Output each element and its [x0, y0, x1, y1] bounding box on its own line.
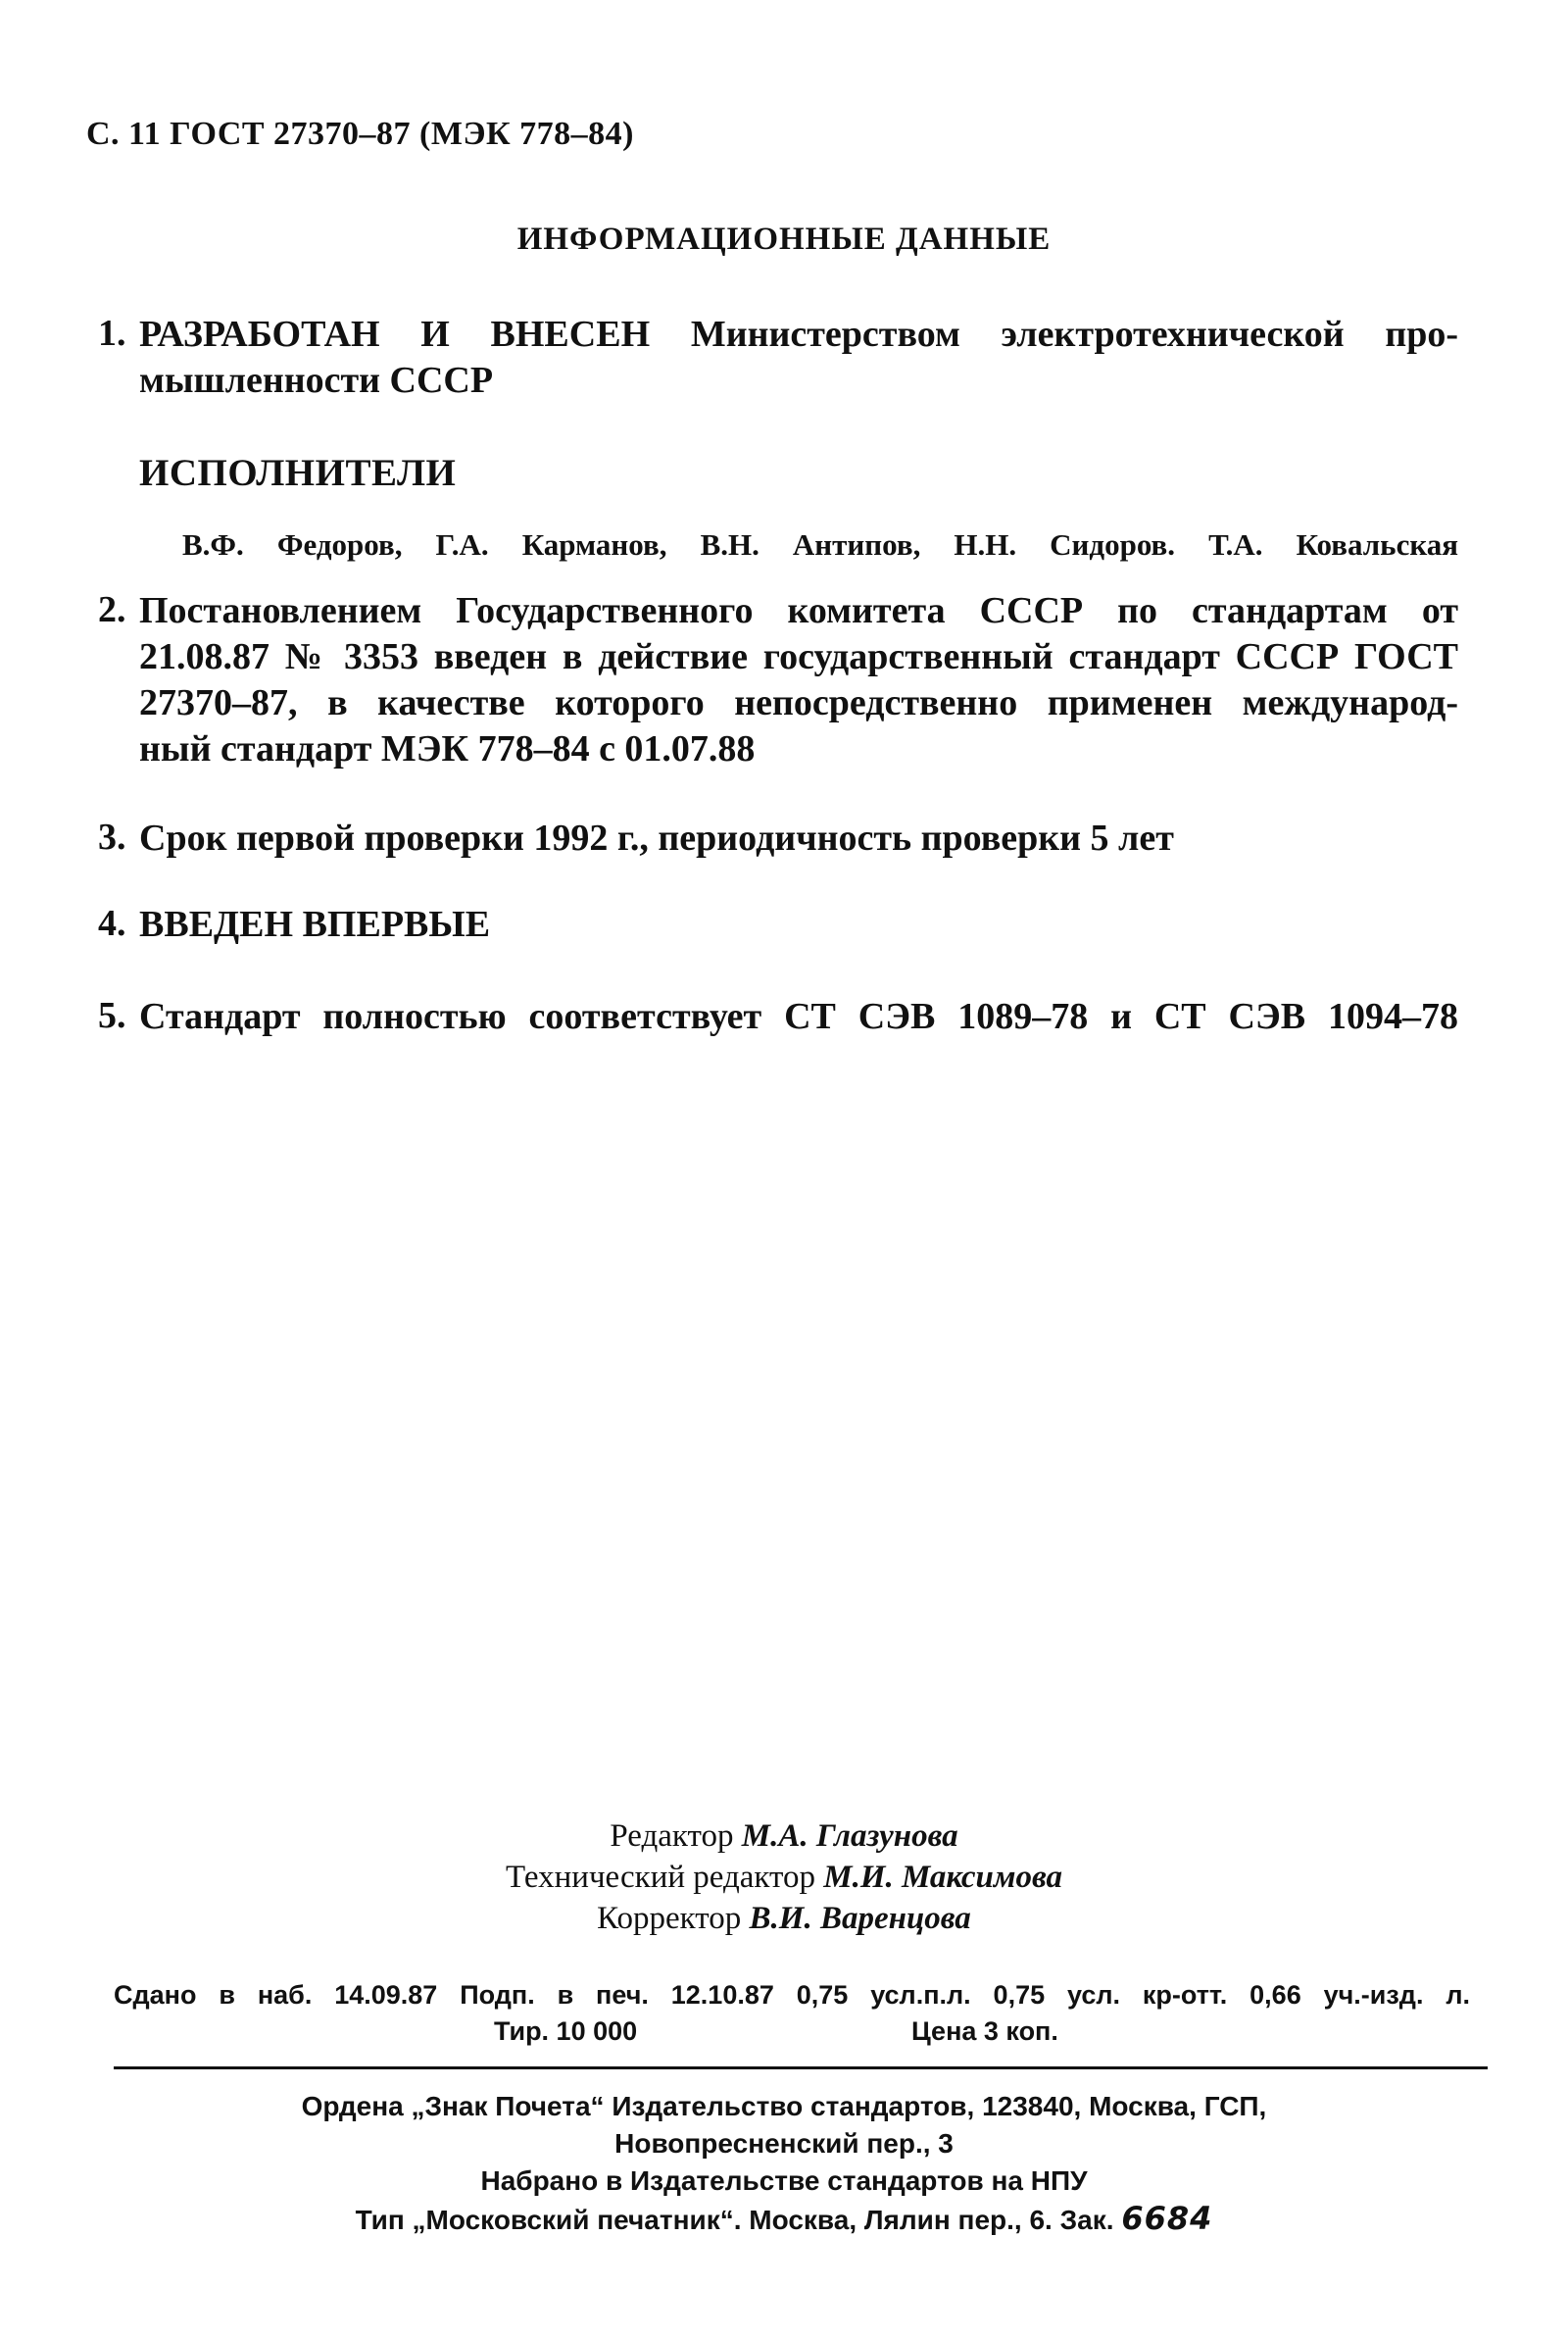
- executors-heading: ИСПОЛНИТЕЛИ: [139, 452, 457, 494]
- printing-house-text: Тип „Московский печатник“. Москва, Лялин пер., 6. Зак.: [355, 2205, 1114, 2235]
- info-item-4: [98, 902, 1458, 948]
- item-text-line: ный стандарт МЭК 778–84 с 01.07.88: [139, 728, 756, 770]
- tech-editor-label: Технический редактор: [506, 1860, 815, 1895]
- item-text-line: Срок первой проверки 1992 г., периодичность проверки 5 лет: [139, 818, 1174, 859]
- info-item-5: [98, 994, 1458, 1040]
- publisher-line: Ордена „Знак Почета“ Издательство стандартов, 123840, Москва, ГСП,: [301, 2091, 1267, 2121]
- item-number: 5.: [98, 995, 126, 1036]
- editor-row: [0, 1815, 1568, 1857]
- item-text-line: 21.08.87 № 3353 введен в действие государственный стандарт СССР ГОСТ: [139, 636, 1458, 677]
- credits-block: [0, 1815, 1568, 1939]
- item-text-line: РАЗРАБОТАН И ВНЕСЕН Министерством электротехнической про-: [139, 314, 1458, 355]
- item-number: 1.: [98, 313, 126, 354]
- item-text-line: ВВЕДЕН ВПЕРВЫЕ: [139, 904, 491, 945]
- corrector-row: [0, 1898, 1568, 1939]
- item-text-line: мышленности СССР: [139, 360, 494, 401]
- imprint-dates: Сдано в наб. 14.09.87 Подп. в печ. 12.10.87 0,75 усл.п.л. 0,75 усл. кр-отт. 0,66 уч.-изд. л.: [114, 1980, 1470, 2010]
- tech-editor-name: М.И. Максимова: [823, 1860, 1062, 1895]
- item-text-line: Постановлением Государственного комитета СССР по стандартам от: [139, 590, 1458, 631]
- imprint-price: Цена 3 коп.: [911, 2016, 1058, 2046]
- document-title: ИНФОРМАЦИОННЫЕ ДАННЫЕ: [516, 222, 1052, 257]
- order-number: 6684: [1121, 2200, 1213, 2237]
- item-text-line: Стандарт полностью соответствует СТ СЭВ 1089–78 и СТ СЭВ 1094–78: [139, 996, 1458, 1037]
- editor-label: Редактор: [610, 1818, 734, 1854]
- editor-name: М.А. Глазунова: [741, 1818, 958, 1854]
- item-number: 2.: [98, 589, 126, 630]
- info-item-3: [98, 816, 1458, 862]
- publisher-block: [0, 2088, 1568, 2239]
- executors-list: В.Ф. Федоров, Г.А. Карманов, В.Н. Антипов, Н.Н. Сидоров. Т.А. Ковальская: [182, 527, 1458, 562]
- info-item-1: [98, 312, 1458, 404]
- item-number: 3.: [98, 817, 126, 858]
- divider-rule: [114, 2066, 1488, 2069]
- item-number: 4.: [98, 903, 126, 944]
- page-header: С. 11 ГОСТ 27370–87 (МЭК 778–84): [86, 116, 635, 152]
- publisher-line: Новопресненский пер., 3: [614, 2128, 954, 2159]
- item-text-line: 27370–87, в качестве которого непосредственно применен международ-: [139, 682, 1458, 723]
- info-item-2: [98, 588, 1458, 772]
- imprint-circulation: Тир. 10 000: [494, 2016, 638, 2046]
- publisher-line: Набрано в Издательстве стандартов на НПУ: [480, 2165, 1088, 2196]
- corrector-label: Корректор: [597, 1901, 742, 1936]
- corrector-name: В.И. Варенцова: [749, 1901, 971, 1936]
- tech-editor-row: [0, 1857, 1568, 1898]
- printing-house-line: [0, 2200, 1568, 2239]
